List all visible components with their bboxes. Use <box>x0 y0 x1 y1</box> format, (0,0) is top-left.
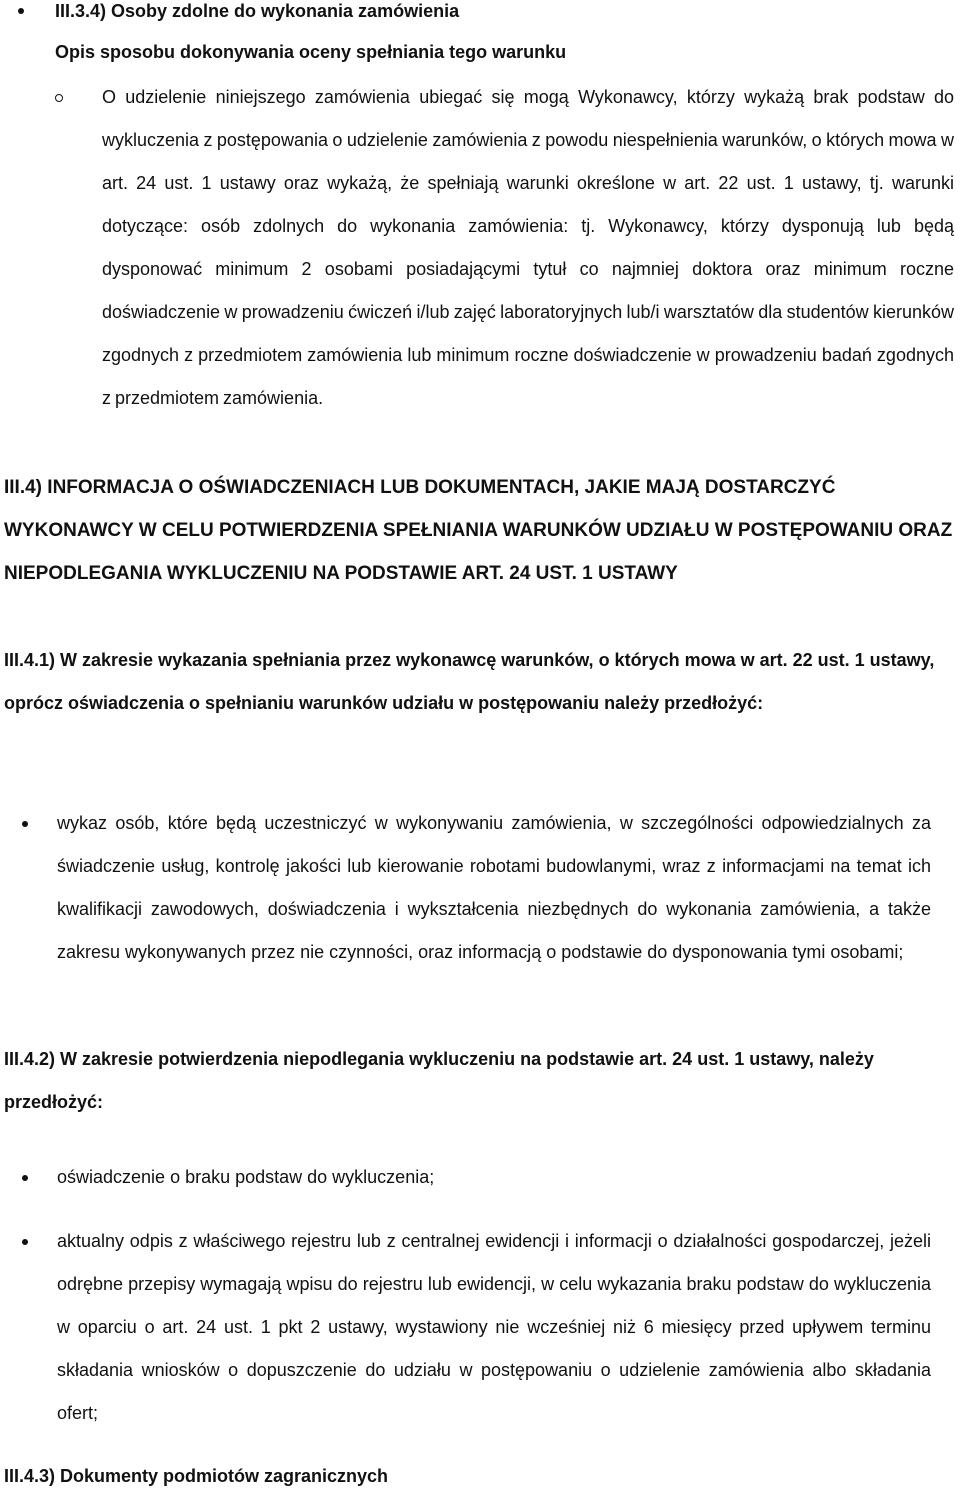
list-item: wykaz osób, które będą uczestniczyć w wykonywaniu zamówienia, w szczególności odpowiedzialnych za świadczenie usług, kontrolę jakości lub kierowanie robotami budowlanymi, wraz z informacjami na temat ich kwalifikacji zawodowych, doświadczenia i wykształcenia niezbędnych do wykonania zamówienia, a także zakresu wykonywanych przez nie czynności, oraz informacją o podstawie do dysponowania tymi osobami; <box>57 813 931 962</box>
section-heading-3-4: III.4) INFORMACJA O OŚWIADCZENIACH LUB DOKUMENTACH, JAKIE MAJĄ DOSTARCZYĆ WYKONAWCY W CELU POTWIERDZENIA SPEŁNIANIA WARUNKÓW UDZIAŁU W POSTĘPOWANIU ORAZ NIEPODLEGANIA WYKLUCZENIU NA PODSTAWIE ART. 24 UST. 1 USTAWY <box>4 477 953 584</box>
bullet-icon <box>22 1175 28 1181</box>
list-item: oświadczenie o braku podstaw do wykluczenia; <box>57 1167 435 1187</box>
bullet-icon <box>18 8 24 14</box>
section-subheading: Opis sposobu dokonywania oceny spełniania tego warunku <box>55 42 567 62</box>
bullet-icon <box>22 821 28 827</box>
circle-bullet-icon <box>55 94 63 102</box>
list-item: aktualny odpis z właściwego rejestru lub z centralnej ewidencji i informacji o działalności gospodarczej, jeżeli odrębne przepisy wymagają wpisu do rejestru lub ewidencji, w celu wykazania braku podstaw do wykluczenia w oparciu o art. 24 ust. 1 pkt 2 ustawy, wystawiony nie wcześniej niż 6 miesięcy przed upływem terminu składania wniosków o dopuszczenie do udziału w postępowaniu o udzielenie zamówienia albo składania ofert; <box>57 1231 931 1423</box>
section-heading-3-4-1: III.4.1) W zakresie wykazania spełniania przez wykonawcę warunków, o których mowa w art. 22 ust. 1 ustawy, oprócz oświadczenia o spełnianiu warunków udziału w postępowaniu należy przedłożyć: <box>4 650 935 713</box>
condition-paragraph: O udzielenie niniejszego zamówienia ubiegać się mogą Wykonawcy, którzy wykażą brak podstaw do wykluczenia z postępowania o udzielenie zamówienia z powodu niespełnienia warunków, o których mowa w art. 24 ust. 1 ustawy oraz wykażą, że spełniają warunki określone w art. 22 ust. 1 ustawy, tj. warunki dotyczące: osób zdolnych do wykonania zamówienia: tj. Wykonawcy, którzy dysponują lub będą dysponować minimum 2 osobami posiadającymi tytuł co najmniej doktora oraz minimum roczne doświadczenie w prowadzeniu ćwiczeń i/lub zajęć laboratoryjnych lub/i warsztatów dla studentów kierunków zgodnych z przedmiotem zamówienia lub minimum roczne doświadczenie w prowadzeniu badań zgodnych z przedmiotem zamówienia. <box>102 87 954 408</box>
section-heading-3-3-4: III.3.4) Osoby zdolne do wykonania zamówienia <box>55 1 460 21</box>
bullet-icon <box>22 1239 28 1245</box>
section-heading-3-4-3: III.4.3) Dokumenty podmiotów zagranicznych <box>4 1466 389 1486</box>
section-heading-3-4-2: III.4.2) W zakresie potwierdzenia niepodlegania wykluczeniu na podstawie art. 24 ust. 1 ustawy, należy przedłożyć: <box>4 1049 874 1112</box>
